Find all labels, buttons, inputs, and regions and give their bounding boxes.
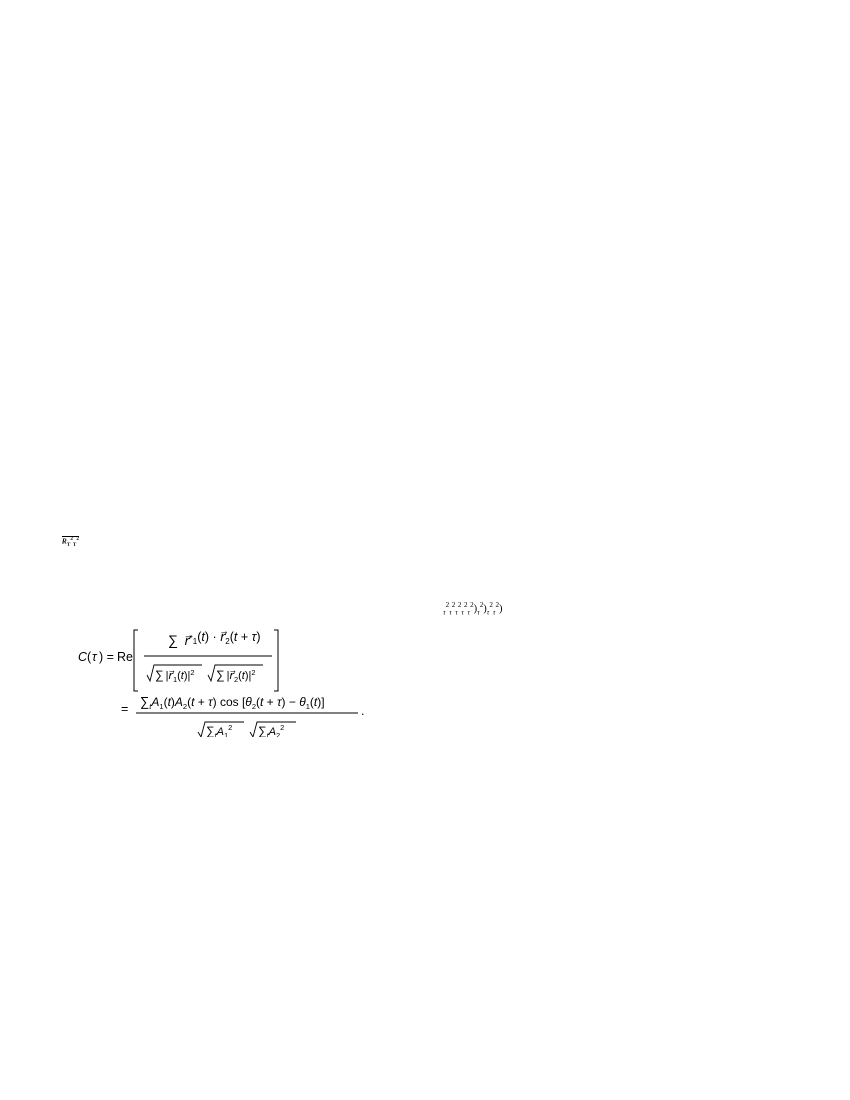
svg-text:=: = [121, 702, 129, 716]
panel-d-chart [78, 293, 326, 488]
contour-row [0, 293, 850, 493]
svg-text:∑tA1(t)A2(t + τ) cos [θ2(t + τ: $\sum_tA_1(t)A_2(t + \tau)$ $\cos [\theta_2(t + \tau) - \theta_1(t)]$ [140, 694, 325, 711]
figure-4 [0, 62, 850, 523]
svg-text:Re: Re [117, 650, 133, 664]
equation-svg [58, 609, 403, 737]
eq-period: . [361, 704, 365, 718]
svg-text:∑tA22: $\sum_tA_2^2$ [258, 723, 285, 737]
panel-c [565, 62, 813, 252]
panel-b [322, 62, 570, 252]
svg-text:∑tA12: $\sum_tA_1^2$ [206, 723, 233, 737]
panel-e-chart [330, 293, 578, 488]
svg-text:∑|r⃗2(t)|2: ∑ $|r⃗_2(t)|^2$ [216, 668, 256, 684]
panel-a-chart [92, 62, 330, 252]
equation-correlation [58, 609, 410, 742]
svg-text:) =: ) = [99, 650, 114, 664]
panel-f [580, 293, 830, 488]
svg-text:τ: τ [92, 650, 97, 664]
panel-e [330, 293, 580, 488]
histogram-row [0, 62, 850, 257]
body-columns [58, 600, 795, 1070]
panel-b-chart [332, 62, 570, 252]
panel-d [78, 293, 328, 488]
panel-f-chart [580, 293, 828, 488]
panel-letters-bottom [0, 493, 850, 523]
figure-caption: $R_T^2_T^2$ [61, 536, 79, 549]
eq-lhs-C: C [78, 650, 88, 664]
svg-text:(: ( [87, 650, 92, 664]
panel-c-chart [575, 62, 813, 252]
panel-a [82, 62, 330, 252]
svg-text:∑ r⃗*1(t) · r⃗2(: ∑ $r⃗^*_1(t)$ · $r⃗_2(t + \tau)$ [168, 630, 261, 648]
svg-text:∑|r⃗1(t)|2: ∑ $|r⃗_1(t)|^2$ [155, 668, 195, 684]
right-paragraph-1: $_\tau^2_\tau^2_\tau^2_\tau^2_\tau^2)_\tau^2)_\tau^2_\tau^2$) [443, 601, 503, 617]
right-column [443, 600, 795, 618]
left-column [58, 600, 410, 750]
panel-letters-top [0, 257, 850, 291]
